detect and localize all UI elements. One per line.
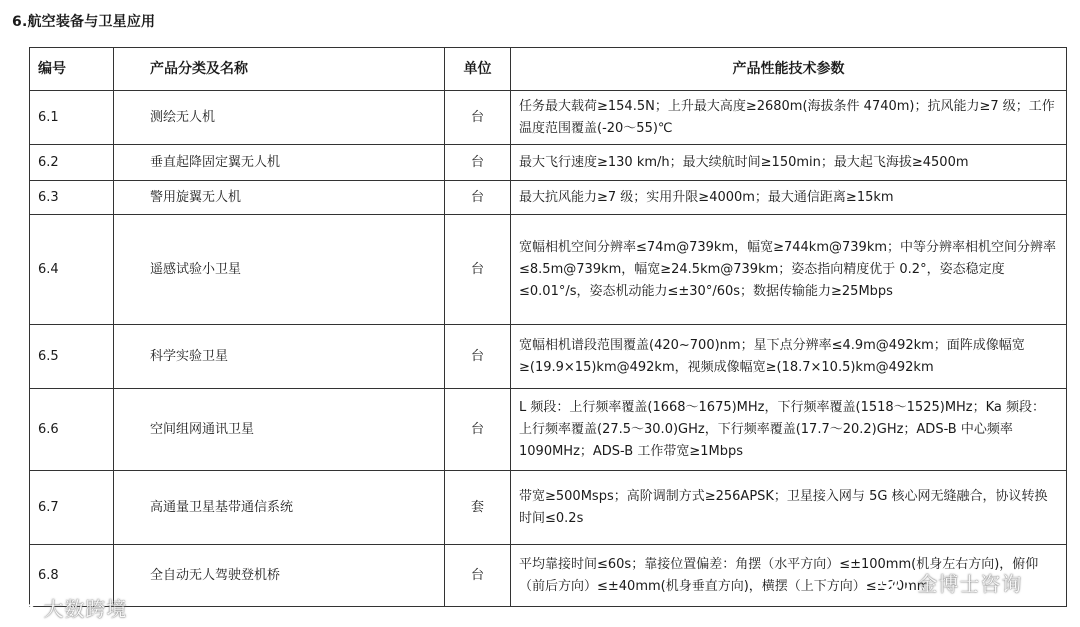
row-unit: 台 [445, 325, 511, 389]
row-id: 6.4 [30, 215, 114, 325]
table-row [30, 471, 1067, 545]
row-id: 6.6 [30, 389, 114, 471]
row-name: 垂直起降固定翼无人机 [114, 145, 445, 181]
row-params: 宽幅相机谱段范围覆盖(420~700)nm；星下点分辨率≤4.9m@492km；面阵成像幅宽≥(19.9×15)km@492km，视频成像幅宽≥(18.7×10.5)km@492km [511, 325, 1067, 389]
header-params: 产品性能技术参数 [511, 48, 1067, 91]
watermark-right-text: 金博士咨询 [917, 572, 1023, 596]
row-id: 6.5 [30, 325, 114, 389]
row-params: 带宽≥500Msps；高阶调制方式≥256APSK；卫星接入网与 5G 核心网无缝融合，协议转换时间≤0.2s [511, 471, 1067, 545]
section-title: 6.航空装备与卫星应用 [12, 14, 156, 30]
row-params: 平均靠接时间≤60s；靠接位置偏差：角摆（水平方向）≤±100mm(机身左右方向)，俯仰（前后方向）≤±40mm(机身垂直方向)，横摆（上下方向）≤±20mm [511, 545, 1067, 607]
row-name: 高通量卫星基带通信系统 [114, 471, 445, 545]
row-id: 6.8 [30, 545, 114, 607]
row-id: 6.7 [30, 471, 114, 545]
row-name: 遥感试验小卫星 [114, 215, 445, 325]
row-id: 6.1 [30, 91, 114, 145]
watermark-left [8, 593, 127, 623]
watermark-right [880, 568, 1022, 599]
row-unit: 台 [445, 215, 511, 325]
row-name: 测绘无人机 [114, 91, 445, 145]
product-table [29, 47, 1067, 607]
row-id: 6.3 [30, 181, 114, 215]
table-header-row [30, 48, 1067, 91]
row-name: 警用旋翼无人机 [114, 181, 445, 215]
wechat-icon [8, 599, 36, 623]
wechat-icon [880, 572, 910, 599]
row-params: 宽幅相机空间分辨率≤74m@739km，幅宽≥744km@739km；中等分辨率相机空间分辨率≤8.5m@739km，幅宽≥24.5km@739km；姿态指向精度优于 0.2°，姿态稳定度≤0.01°/s，姿态机动能力≤±30°/60s；数据传输能力≥25Mbps [511, 215, 1067, 325]
row-unit: 台 [445, 181, 511, 215]
table-row [30, 389, 1067, 471]
row-unit: 台 [445, 91, 511, 145]
table-row [30, 325, 1067, 389]
row-id: 6.2 [30, 145, 114, 181]
row-unit: 台 [445, 389, 511, 471]
row-params: 最大抗风能力≥7 级；实用升限≥4000m；最大通信距离≥15km [511, 181, 1067, 215]
watermark-left-text: 大数跨境 [43, 597, 128, 621]
row-params: 最大飞行速度≥130 km/h；最大续航时间≥150min；最大起飞海拔≥4500m [511, 145, 1067, 181]
header-id: 编号 [30, 48, 114, 91]
header-name: 产品分类及名称 [114, 48, 445, 91]
row-name: 空间组网通讯卫星 [114, 389, 445, 471]
row-name: 科学实验卫星 [114, 325, 445, 389]
row-name: 全自动无人驾驶登机桥 [114, 545, 445, 607]
table-row [30, 181, 1067, 215]
row-unit: 套 [445, 471, 511, 545]
row-params: 任务最大载荷≥154.5N；上升最大高度≥2680m(海拔条件 4740m)；抗风能力≥7 级；工作温度范围覆盖(-20～55)℃ [511, 91, 1067, 145]
header-unit: 单位 [445, 48, 511, 91]
row-unit: 台 [445, 145, 511, 181]
product-table-container [29, 47, 1066, 605]
table-row [30, 145, 1067, 181]
table-row [30, 91, 1067, 145]
row-unit: 台 [445, 545, 511, 607]
table-row [30, 215, 1067, 325]
row-params: L 频段：上行频率覆盖(1668～1675)MHz，下行频率覆盖(1518～1525)MHz；Ka 频段：上行频率覆盖(27.5～30.0)GHz，下行频率覆盖(17.7～20.2)GHz；ADS-B 中心频率 1090MHz；ADS-B 工作带宽≥1Mbps [511, 389, 1067, 471]
